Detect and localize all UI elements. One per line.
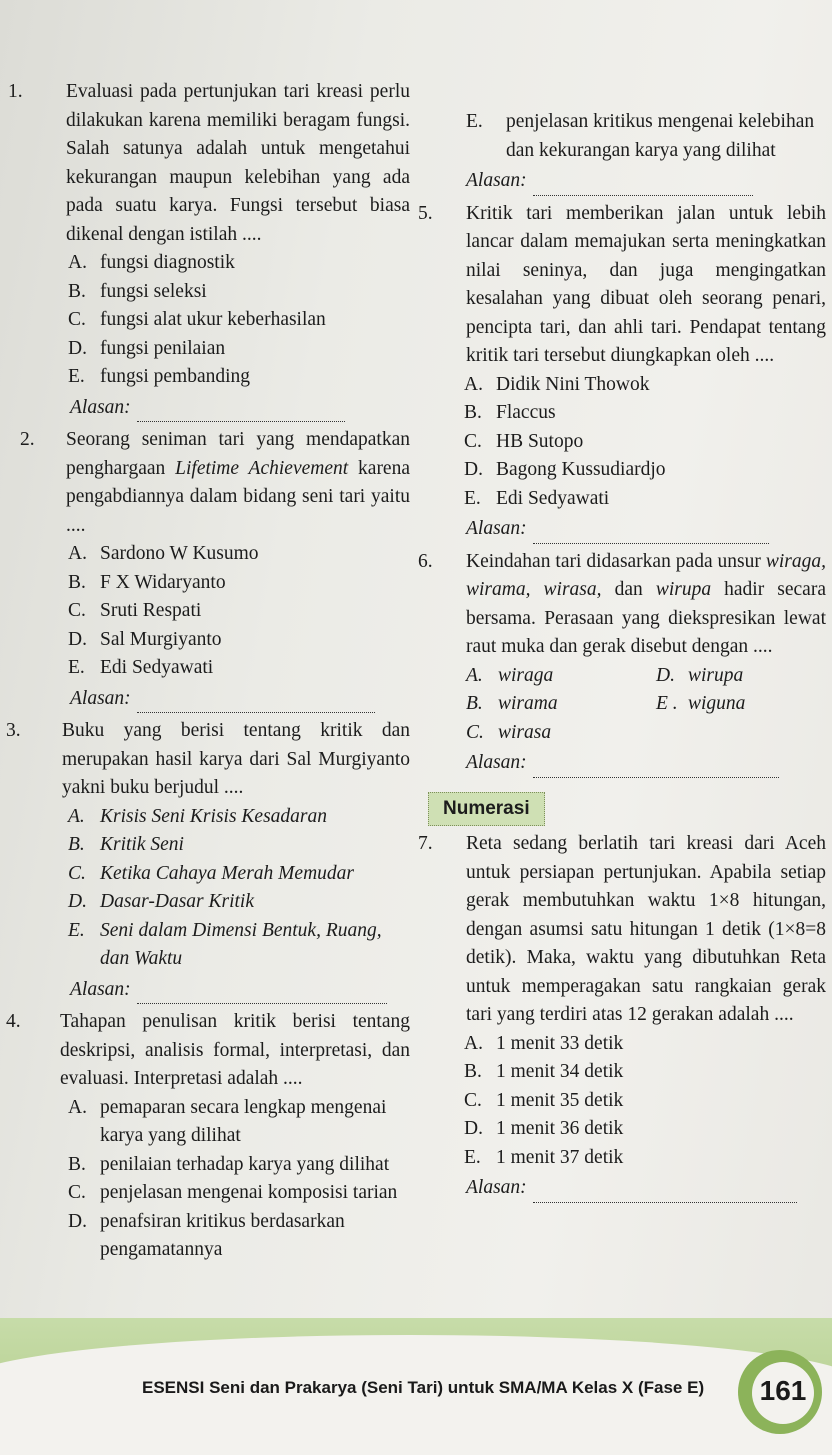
- option-e: E. 1 menit 37 detik: [464, 1146, 624, 1168]
- option-d: D. 1 menit 36 detik: [464, 1118, 624, 1139]
- question-4: [0, 1008, 410, 1265]
- question-stem: Tahapan penulisan kritik berisi tentang deskripsi, analisis formal, interpretasi, dan evaluasi. Interpretasi adalah ....: [60, 1011, 410, 1089]
- question-stem: Reta sedang berlatih tari kreasi dari Aceh untuk persiapan pertunjukan. Apabila setiap gerak membutuhkan waktu 1×8 hitungan, dengan asumsi satu hitungan 1 detik (1×8=8 detik). Maka, waktu yang dibutuhkan Reta untuk memperagakan satu rangkaian gerak tari yang terdiri atas 12 gerakan adalah ....: [466, 833, 826, 1025]
- option-d: D. penafsiran kritikus berdasarkan pengamatannya: [68, 1210, 345, 1260]
- option-e: E. fungsi pembanding: [68, 366, 251, 387]
- alasan-field[interactable]: Alasan:: [466, 1174, 826, 1203]
- question-5: [418, 200, 826, 544]
- question-stem: Kritik tari memberikan jalan untuk lebih lancar dalam memajukan serta meningkatkan nilai seninya, dan juga mengingatkan kesalahan yang dibuat oleh seorang penari, pencipta tari, dan ahli tari. Pendapat tentang kritik tari tersebut diungkapkan oleh ....: [466, 202, 826, 366]
- option-a: A. wiraga: [466, 664, 554, 686]
- option-d: D. Bagong Kussudiardjo: [464, 459, 666, 480]
- option-d: D. Dasar-Dasar Kritik: [68, 891, 255, 912]
- alasan-field[interactable]: Alasan:: [70, 394, 410, 423]
- question-number: 2.: [20, 429, 35, 450]
- option-c: C. wirasa: [466, 721, 552, 743]
- option-b: B. 1 menit 34 detik: [464, 1061, 624, 1082]
- alasan-field[interactable]: Alasan:: [70, 976, 410, 1005]
- option-a: A. Didik Nini Thowok: [464, 373, 650, 395]
- alasan-field[interactable]: Alasan:: [466, 167, 826, 196]
- left-column: [0, 78, 410, 1265]
- question-number: 4.: [6, 1011, 21, 1032]
- option-b: B. F X Widaryanto: [68, 571, 226, 593]
- option-c: C. HB Sutopo: [464, 430, 584, 452]
- option-e: E. Edi Sedyawati: [464, 487, 610, 509]
- option-d: D. fungsi penilaian: [68, 337, 226, 359]
- numerasi-label: Numerasi: [428, 792, 545, 827]
- option-b: B. Flaccus: [464, 402, 556, 423]
- question-number: 1.: [8, 81, 23, 102]
- question-number: 5.: [418, 202, 433, 224]
- question-7: [418, 830, 826, 1203]
- option-e: E . wiguna: [656, 693, 746, 714]
- alasan-field[interactable]: Alasan:: [466, 515, 826, 544]
- option-c: C. 1 menit 35 detik: [464, 1089, 624, 1111]
- option-b: B. Kritik Seni: [68, 834, 184, 855]
- question-3: [0, 717, 410, 1004]
- option-a: A. Sardono W Kusumo: [68, 543, 259, 564]
- option-e: E. Seni dalam Dimensi Bentuk, Ruang, dan Waktu: [68, 919, 382, 969]
- option-c: C. Sruti Respati: [68, 600, 202, 621]
- option-c: C. Ketika Cahaya Merah Memudar: [68, 862, 354, 884]
- question-number: 7.: [418, 833, 433, 854]
- option-b: B. penilaian terhadap karya yang dilihat: [68, 1153, 390, 1175]
- option-a: A. pemaparan secara lengkap mengenai karya yang dilihat: [68, 1096, 387, 1146]
- question-2: [0, 426, 410, 713]
- question-number: 3.: [6, 720, 21, 741]
- option-e: E. penjelasan kritikus mengenai kelebihan dan kekurangan karya yang dilihat: [466, 111, 815, 161]
- option-d: D. wirupa: [656, 664, 744, 686]
- question-stem: Keindahan tari didasarkan pada unsur wiraga, wirama, wirasa, dan wirupa hadir secara bersama. Perasaan yang diekspresikan lewat raut muka dan gerak disebut dengan ....: [466, 550, 826, 657]
- option-a: A. fungsi diagnostik: [68, 252, 235, 273]
- question-stem: Evaluasi pada pertunjukan tari kreasi perlu dilakukan karena memiliki beragam fungsi. Salah satunya adalah untuk mengetahui kekurangan maupun kelebihan yang ada pada suatu karya. Fungsi tersebut biasa dikenal dengan istilah ....: [66, 81, 410, 245]
- option-a: A. Krisis Seni Krisis Kesadaran: [68, 805, 328, 827]
- section-header: [418, 782, 826, 837]
- option-a: A. 1 menit 33 detik: [464, 1032, 624, 1054]
- question-1-continued: [418, 108, 826, 196]
- alasan-field[interactable]: Alasan:: [70, 685, 410, 714]
- right-column: [418, 78, 826, 1198]
- option-b: B. fungsi seleksi: [68, 280, 207, 302]
- option-b: B. wirama: [466, 693, 558, 714]
- option-d: D. Sal Murgiyanto: [68, 628, 222, 650]
- option-e: E. Edi Sedyawati: [68, 657, 214, 678]
- question-stem: Buku yang berisi tentang kritik dan merupakan hasil karya dari Sal Murgiyanto yakni buku berjudul ....: [62, 720, 410, 798]
- question-6: [418, 548, 826, 778]
- alasan-field[interactable]: Alasan:: [466, 749, 826, 778]
- option-c: C. penjelasan mengenai komposisi tarian: [68, 1182, 398, 1203]
- option-c: C. fungsi alat ukur keberhasilan: [68, 309, 326, 330]
- footer-title: ESENSI Seni dan Prakarya (Seni Tari) untuk SMA/MA Kelas X (Fase E): [142, 1378, 705, 1397]
- page-number: 161: [752, 1362, 814, 1424]
- question-1: [0, 78, 410, 422]
- question-stem: Seorang seniman tari yang mendapatkan penghargaan Lifetime Achievement karena pengabdiannya dalam bidang seni tari yaitu ....: [66, 429, 410, 536]
- question-number: 6.: [418, 550, 433, 572]
